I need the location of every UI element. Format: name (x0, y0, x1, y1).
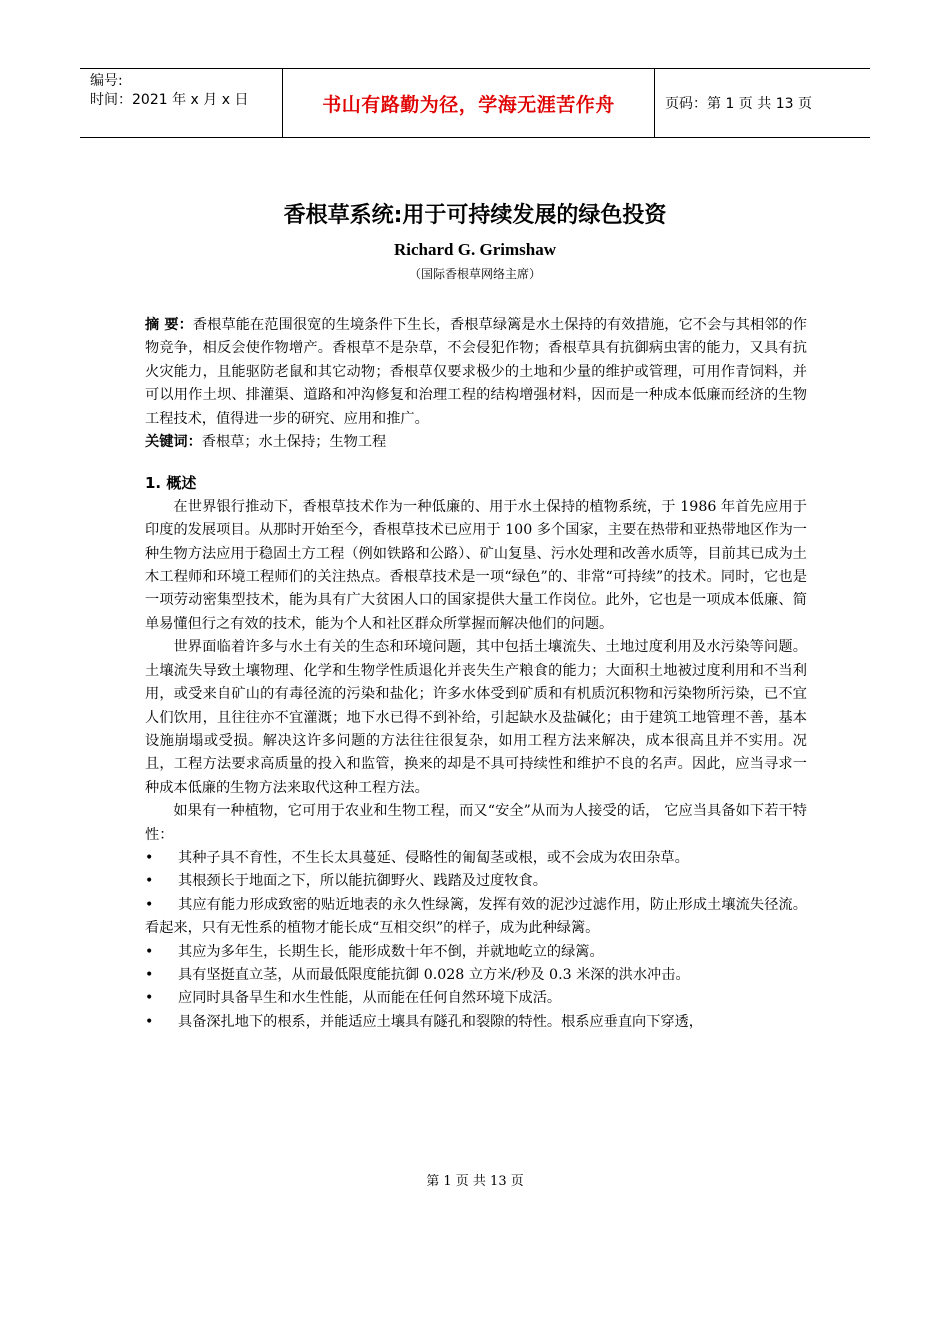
abstract (145, 314, 807, 431)
section-heading: 1. 概述 (145, 474, 197, 493)
bullet-item (145, 870, 807, 893)
bullet-text: 其应为多年生，长期生长，能形成数十年不倒，并就地屹立的绿篱。 (178, 943, 604, 960)
keywords-label: 关键词： (145, 434, 202, 451)
author-affiliation: （国际香根草网络主席） (408, 267, 541, 281)
document-title: 香根草系统:用于可持续发展的绿色投资 (283, 203, 667, 228)
bullet-item (145, 964, 807, 987)
bullet-text: 其应有能力形成致密的贴近地表的永久性绿篱，发挥有效的泥沙过滤作用，防止形成土壤流失径流。看起来，只有无性系的植物才能长成“互相交织”的样子，成为此种绿篱。 (145, 896, 807, 937)
number-label: 编号: (90, 73, 123, 89)
document-body (145, 314, 807, 1034)
bullet-item (145, 987, 807, 1010)
header-motto: 书山有路勤为径，学海无涯苦作舟 (322, 93, 615, 116)
bullet-item (145, 894, 807, 941)
paragraph: 如果有一种植物，它可用于农业和生物工程，而又“安全”从而为人接受的话， 它应当具备如下若干特性： (145, 803, 807, 843)
bullet-item (145, 847, 807, 870)
header-page-info: 页码：第 1 页 共 13 页 (665, 96, 812, 112)
bullet-icon: • (145, 943, 154, 960)
keywords-text: 香根草；水土保持；生物工程 (201, 434, 387, 451)
bullet-text: 其根颈长于地面之下，所以能抗御野火、践踏及过度牧食。 (178, 873, 547, 890)
bullet-icon: • (145, 990, 154, 1007)
abstract-label: 摘 要： (145, 317, 193, 333)
paragraph: 世界面临着许多与水土有关的生态和环境问题，其中包括土壤流失、土地过度利用及水污染等问题。土壤流失导致土壤物理、化学和生物学性质退化并丧失生产粮食的能力；大面积土地被过度利用和不当利用，或受来自矿山的有毒径流的污染和盐化；许多水体受到矿质和有机质沉积物和污染物所污染，已不宜人们饮用，且往往亦不宜灌溉；地下水已得不到补给，引起缺水及盐碱化；由于建筑工地管理不善，基本设施崩塌或受损。解决这许多问题的方法往往很复杂，如用工程方法来解决，成本很高且并不实用。况且，工程方法要求高质量的投入和监管，换来的却是不具可持续性和维护不良的名声。因此，应当寻求一种成本低廉的生物方法来取代这种工程方法。 (145, 639, 807, 796)
bullet-icon: • (145, 873, 154, 890)
bullet-item (145, 941, 807, 964)
time-label: 时间：2021 年 x 月 x 日 (90, 92, 249, 108)
keywords (145, 431, 807, 454)
header-motto-cell (282, 69, 655, 137)
bullet-item (145, 1011, 807, 1034)
page-footer: 第 1 页 共 13 页 (426, 1174, 524, 1189)
bullet-text: 应同时具备旱生和水生性能，从而能在任何自然环境下成活。 (178, 990, 562, 1007)
header-meta (80, 69, 282, 137)
bullet-icon: • (145, 1013, 154, 1030)
document-header (80, 68, 870, 138)
abstract-text: 香根草能在范围很宽的生境条件下生长，香根草绿篱是水土保持的有效措施，它不会与其相邻的作物竞争，相反会使作物增产。香根草不是杂草，不会侵犯作物；香根草具有抗御病虫害的能力，又具有抗火灾能力，且能驱防老鼠和其它动物；香根草仅要求极少的土地和少量的维护或管理，可用作青饲料，并可以用作土坝、排灌渠、道路和冲沟修复和治理工程的结构增强材料，因而是一种成本低廉而经济的生物工程技术，值得进一步的研究、应用和推广。 (145, 317, 807, 427)
document-author: Richard G. Grimshaw (394, 240, 556, 259)
paragraph: 在世界银行推动下，香根草技术作为一种低廉的、用于水土保持的植物系统，于 1986 年首先应用于印度的发展项目。从那时开始至今，香根草技术已应用于 100 多个国家，主要在热带和亚热带地区作为一种生物方法应用于稳固土方工程（例如铁路和公路）、矿山复垦、污水处理和改善水质等，目前其已成为土木工程师和环境工程师们的关注热点。香根草技术是一项“绿色”的、非常“可持续”的技术。同时，它也是一项劳动密集型技术，能为具有广大贫困人口的国家提供大量工作岗位。此外，它也是一项成本低廉、简单易懂但行之有效的技术，能为个人和社区群众所掌握而解决他们的问题。 (145, 498, 807, 632)
bullet-icon: • (145, 896, 154, 913)
bullet-text: 具备深扎地下的根系，并能适应土壤具有隧孔和裂隙的特性。根系应垂直向下穿透， (178, 1013, 703, 1030)
bullet-text: 其种子具不育性，不生长太具蔓延、侵略性的匍匐茎或根，或不会成为农田杂草。 (178, 849, 689, 866)
bullet-icon: • (145, 966, 154, 983)
bullet-list (145, 847, 807, 1034)
bullet-text: 具有坚挺直立茎，从而最低限度能抗御 0.028 立方米/秒及 0.3 米深的洪水冲击。 (178, 966, 690, 983)
bullet-icon: • (145, 849, 154, 866)
